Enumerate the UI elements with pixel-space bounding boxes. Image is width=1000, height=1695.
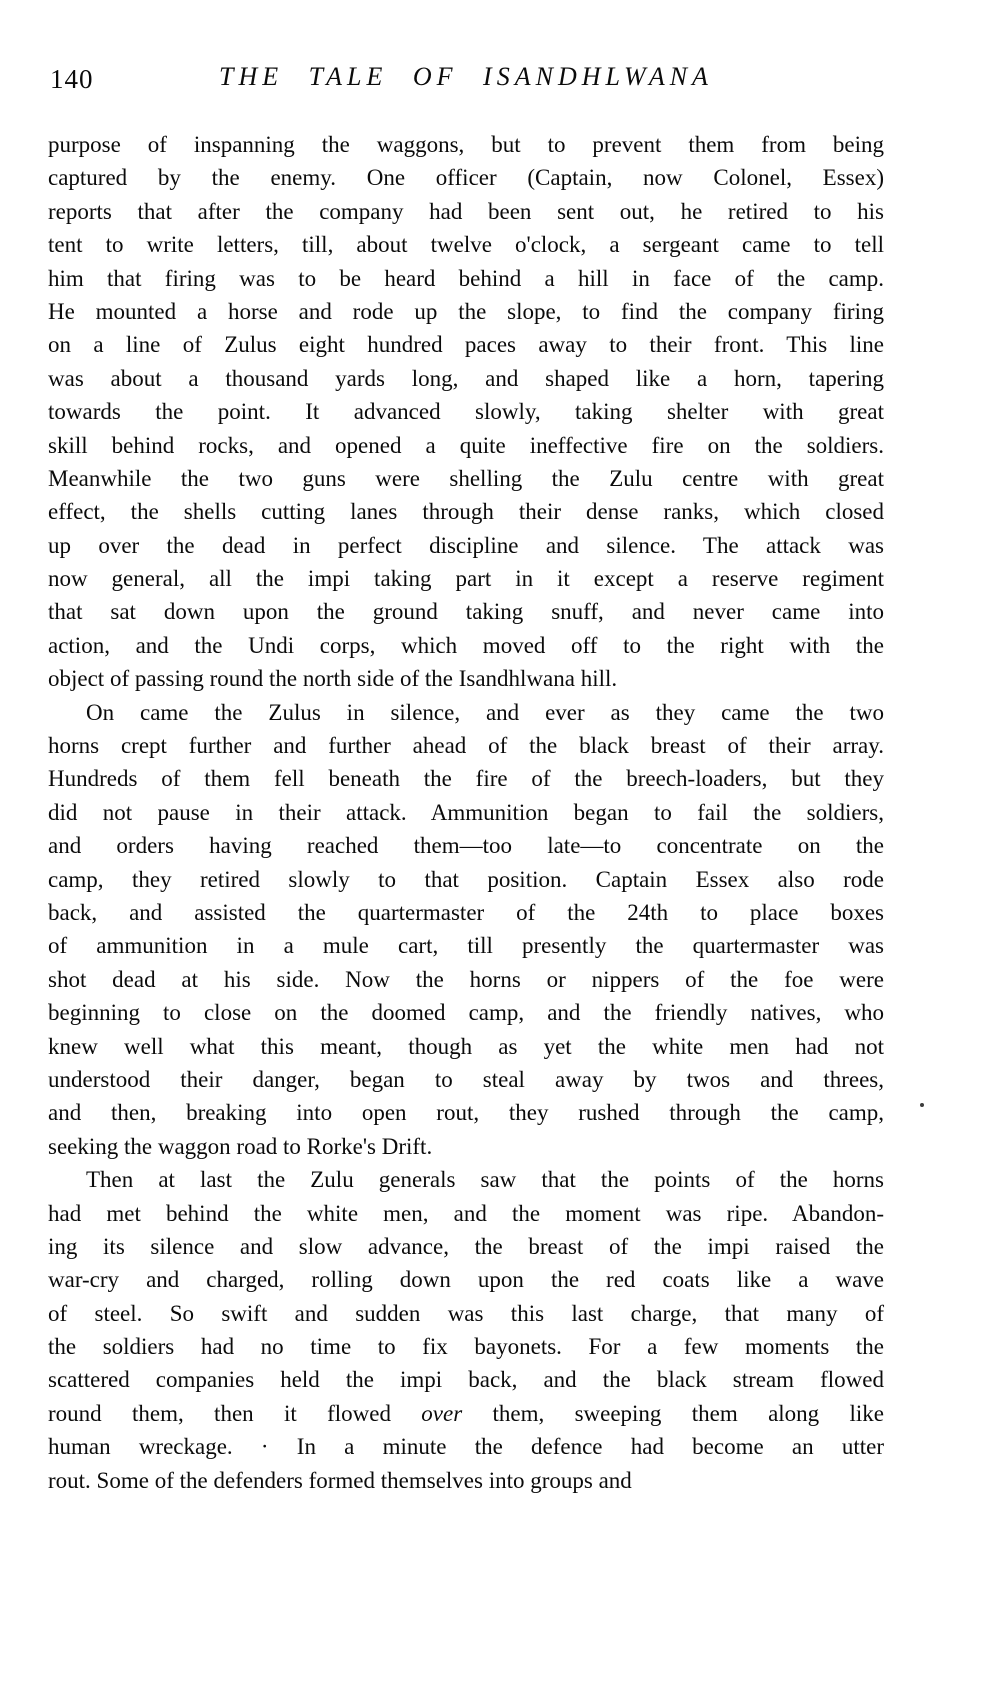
text-line: towards the point. It advanced slowly, taking shelter with great (48, 399, 884, 425)
text-line: knew well what this meant, though as yet the white men had not (48, 1033, 884, 1059)
text-line: scattered companies held the impi back, and the black stream flowed (48, 1367, 884, 1393)
text-line: captured by the enemy. One officer (Captain, now Colonel, Essex) (48, 165, 884, 191)
page-body (48, 128, 884, 1497)
page-header (48, 62, 884, 98)
text-line: Hundreds of them fell beneath the fire of the breech-loaders, but they (48, 766, 884, 792)
ink-speck (920, 1103, 924, 1107)
text-line: beginning to close on the doomed camp, and the friendly natives, who (48, 1000, 884, 1026)
text-line: round them, then it flowed over them, sweeping them along like (48, 1400, 884, 1426)
text-line: horns crept further and further ahead of the black breast of their array. (48, 733, 884, 759)
text-line: that sat down upon the ground taking snuff, and never came into (48, 599, 884, 625)
text-line: now general, all the impi taking part in it except a reserve regiment (48, 566, 884, 592)
text-line: war-cry and charged, rolling down upon the red coats like a wave (48, 1267, 884, 1293)
text-line: had met behind the white men, and the moment was ripe. Abandon- (48, 1200, 884, 1226)
text-line: purpose of inspanning the waggons, but to prevent them from being (48, 132, 884, 157)
text-line: effect, the shells cutting lanes through their dense ranks, which closed (48, 499, 884, 525)
text-line: was about a thousand yards long, and shaped like a horn, tapering (48, 365, 884, 391)
text-line: him that firing was to be heard behind a hill in face of the camp. (48, 265, 884, 291)
page-number: 140 (50, 64, 94, 94)
text-line: He mounted a horse and rode up the slope, to find the company firing (48, 298, 884, 324)
text-line: Then at last the Zulu generals saw that the points of the horns (86, 1167, 884, 1193)
text-line: back, and assisted the quartermaster of the 24th to place boxes (48, 899, 884, 925)
text-line: camp, they retired slowly to that position. Captain Essex also rode (48, 866, 884, 892)
text-line: seeking the waggon road to Rorke's Drift. (48, 1133, 433, 1159)
text-line: the soldiers had no time to fix bayonets. For a few moments the (48, 1334, 884, 1360)
text-line: understood their danger, began to steal away by twos and threes, (48, 1066, 884, 1092)
text-line: On came the Zulus in silence, and ever as they came the two (86, 699, 884, 725)
text-line: object of passing round the north side of the Isandhlwana hill. (48, 666, 618, 692)
text-line: tent to write letters, till, about twelve o'clock, a sergeant came to tell (48, 232, 884, 258)
text-line: action, and the Undi corps, which moved off to the right with the (48, 632, 884, 658)
text-line: on a line of Zulus eight hundred paces away to their front. This line (48, 332, 884, 358)
text-line: reports that after the company had been sent out, he retired to his (48, 198, 884, 224)
text-line: did not pause in their attack. Ammunition began to fail the soldiers, (48, 799, 884, 825)
text-line: of ammunition in a mule cart, till presently the quartermaster was (48, 933, 884, 959)
text-line: human wreckage. · In a minute the defence had become an utter (48, 1434, 884, 1460)
text-line: of steel. So swift and sudden was this last charge, that many of (48, 1300, 884, 1326)
text-line: and orders having reached them—too late—to concentrate on the (48, 833, 884, 859)
text-line: ing its silence and slow advance, the breast of the impi raised the (48, 1233, 884, 1259)
text-line: rout. Some of the defenders formed themselves into groups and (48, 1467, 632, 1493)
running-title: THE TALE OF ISANDHLWANA (219, 62, 713, 91)
text-line: and then, breaking into open rout, they rushed through the camp, (48, 1100, 884, 1126)
text-line: Meanwhile the two guns were shelling the Zulu centre with great (48, 465, 884, 491)
text-line: shot dead at his side. Now the horns or nippers of the foe were (48, 966, 884, 992)
text-line: skill behind rocks, and opened a quite ineffective fire on the soldiers. (48, 432, 884, 458)
text-line: up over the dead in perfect discipline and silence. The attack was (48, 532, 884, 558)
